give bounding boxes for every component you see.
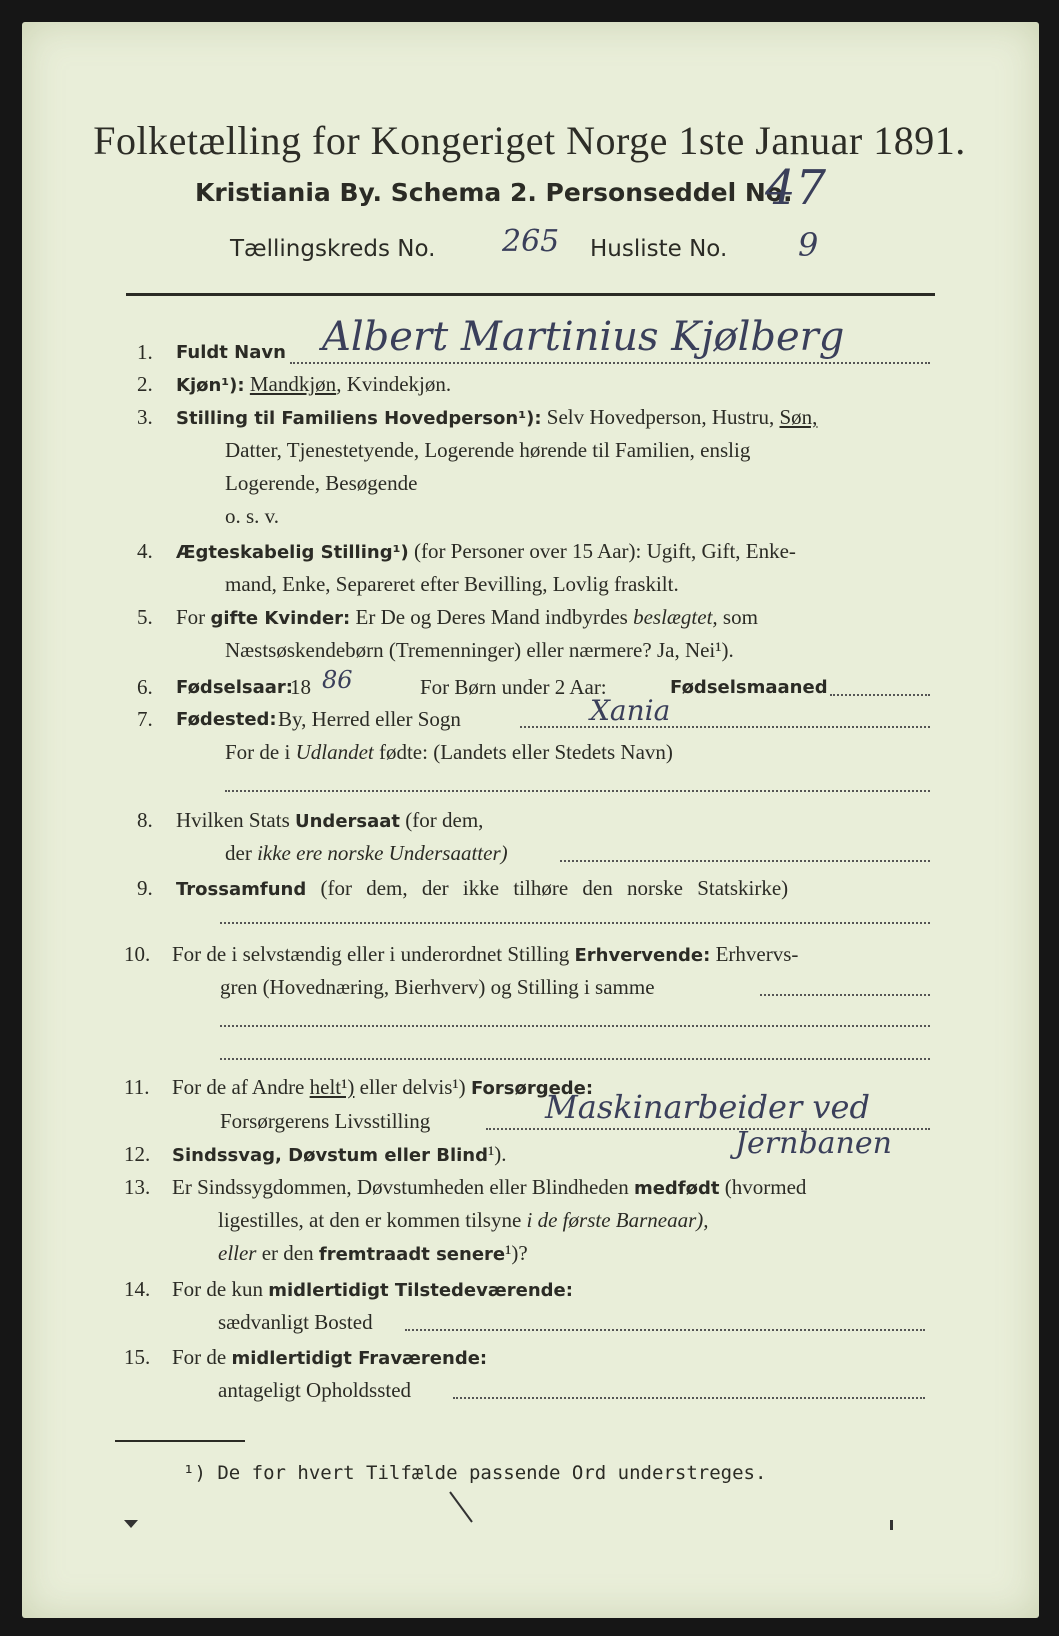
q13-text3b: er den xyxy=(261,1241,314,1265)
q13-label: medfødt xyxy=(633,1178,720,1199)
kreds-label: Tællingskreds No. xyxy=(230,236,436,262)
ink-mark xyxy=(124,1520,138,1528)
q12-answer: Jernbanen xyxy=(735,1126,892,1161)
subtitle-text: Kristiania By. Schema 2. Personseddel No. xyxy=(195,178,793,207)
q11-answer: Maskinarbeider ved xyxy=(545,1088,870,1126)
q10-text1b: Erhvervs- xyxy=(715,942,799,966)
q5-pre: For xyxy=(176,605,206,629)
husliste-label: Husliste No. xyxy=(590,236,728,262)
item-number: 3. xyxy=(137,405,153,429)
q3-text1: Selv Hovedperson, Hustru, xyxy=(546,405,775,429)
q8-label: Undersaat xyxy=(295,811,401,832)
item-number: 13. xyxy=(124,1175,151,1199)
q13-text3a: eller xyxy=(218,1241,257,1265)
personseddel-number: 47 xyxy=(765,160,827,216)
q11-label: Forsørgede: xyxy=(470,1078,594,1099)
q14-text1a: For de kun xyxy=(172,1277,263,1301)
q3-text4: o. s. v. xyxy=(225,504,280,528)
item-number: 10. xyxy=(124,942,151,966)
item-number: 14. xyxy=(124,1277,151,1301)
q9-label: Trossamfund xyxy=(176,879,307,900)
q2-rest: , Kvindekjøn. xyxy=(336,372,452,396)
q12-label: Sindssvag, Døvstum eller Blind xyxy=(172,1145,488,1166)
q6-label2: Fødselsmaaned xyxy=(670,677,828,698)
q3-label: Stilling til Familiens Hovedperson¹): xyxy=(176,408,542,429)
q1-answer: Albert Martinius Kjølberg xyxy=(322,314,845,360)
q10-label: Erhvervende: xyxy=(574,945,711,966)
item-number: 6. xyxy=(137,675,153,699)
q11-text1a: For de af Andre xyxy=(172,1075,305,1099)
q3-text2: Datter, Tjenestetyende, Logerende hørende til Familien, enslig xyxy=(225,438,751,462)
q6-prefix: 18 xyxy=(290,675,311,699)
q11-option-helt: helt¹) xyxy=(309,1075,355,1099)
q14-text2: sædvanligt Bosted xyxy=(218,1310,373,1334)
q7-text2c: fødte: (Landets eller Stedets Navn) xyxy=(378,740,673,764)
q4-text1: (for Personer over 15 Aar): Ugift, Gift, Enke- xyxy=(413,539,796,563)
item-number: 15. xyxy=(124,1345,151,1369)
q9-text: (for dem, der ikke tilhøre den norske Statskirke) xyxy=(320,876,789,900)
q11-text2: Forsørgerens Livsstilling xyxy=(220,1109,431,1133)
q15-label: midlertidigt Fraværende: xyxy=(231,1348,488,1369)
q15-text2: antageligt Opholdssted xyxy=(218,1378,412,1402)
q13-text2b: i de første Barneaar), xyxy=(526,1208,709,1232)
q5-text1b: beslægtet, xyxy=(633,605,718,629)
q14-label: midlertidigt Tilstedeværende: xyxy=(268,1280,573,1301)
q13-text1a: Er Sindssygdommen, Døvstumheden eller Blindheden xyxy=(172,1175,629,1199)
q6-label: Fødselsaar: xyxy=(176,677,293,698)
q12-text: ¹). xyxy=(487,1142,507,1166)
husliste-number: 9 xyxy=(798,226,819,264)
q1-label: Fuldt Navn xyxy=(176,342,286,363)
q3-text3: Logerende, Besøgende xyxy=(225,471,418,495)
item-number: 5. xyxy=(137,605,153,629)
q6-text: For Børn under 2 Aar: xyxy=(420,675,607,699)
form-title: Folketælling for Kongeriget Norge 1ste Januar 1891. xyxy=(93,118,966,163)
item-number: 1. xyxy=(137,340,153,364)
ink-mark xyxy=(890,1520,893,1530)
item-number: 4. xyxy=(137,539,153,563)
kreds-number: 265 xyxy=(502,224,560,259)
q2-option-mandkjon: Mandkjøn xyxy=(249,372,337,396)
q15-text1a: For de xyxy=(172,1345,227,1369)
q10-text2: gren (Hovednæring, Bierhverv) og Stilling i samme xyxy=(220,975,655,999)
q13-text1b: (hvormed xyxy=(724,1175,807,1199)
q13-text2a: ligestilles, at den er kommen tilsyne xyxy=(218,1208,522,1232)
q11-text1b: eller delvis¹) xyxy=(359,1075,466,1099)
q10-text1a: For de i selvstændig eller i underordnet Stilling xyxy=(172,942,570,966)
q7-text: By, Herred eller Sogn xyxy=(278,707,461,731)
q8-text2a: der xyxy=(225,841,252,865)
q5-text1a: Er De og Deres Mand indbyrdes xyxy=(355,605,628,629)
q7-text2a: For de i xyxy=(225,740,291,764)
item-number: 8. xyxy=(137,808,153,832)
ink-stroke xyxy=(450,1492,472,1522)
q5-text1c: som xyxy=(722,605,758,629)
q3-option-son: Søn, xyxy=(779,405,818,429)
footnote: ¹) De for hvert Tilfælde passende Ord understreges. xyxy=(183,1462,767,1484)
q7-answer: Xania xyxy=(590,694,671,727)
q7-text2b: Udlandet xyxy=(295,740,374,764)
q4-text2: mand, Enke, Separeret efter Bevilling, Lovlig fraskilt. xyxy=(225,572,679,596)
q13-label2: fremtraadt senere xyxy=(318,1244,506,1265)
q8-text1a: Hvilken Stats xyxy=(176,808,290,832)
q5-text2: Næstsøskendebørn (Tremenninger) eller nærmere? Ja, Nei¹). xyxy=(225,638,734,662)
q8-text1b: (for dem, xyxy=(405,808,484,832)
item-number: 12. xyxy=(124,1142,151,1166)
q6-answer: 86 xyxy=(322,666,353,694)
q13-text3c: ¹)? xyxy=(505,1241,528,1265)
item-number: 2. xyxy=(137,372,153,396)
item-number: 11. xyxy=(124,1075,150,1099)
q5-label: gifte Kvinder: xyxy=(210,608,351,629)
q8-text2b: ikke ere norske Undersaatter) xyxy=(257,841,508,865)
q2-label: Kjøn¹): xyxy=(176,375,245,396)
q4-label: Ægteskabelig Stilling¹) xyxy=(176,542,409,563)
item-number: 9. xyxy=(137,876,153,900)
q7-label: Fødested: xyxy=(176,709,277,730)
item-number: 7. xyxy=(137,707,153,731)
